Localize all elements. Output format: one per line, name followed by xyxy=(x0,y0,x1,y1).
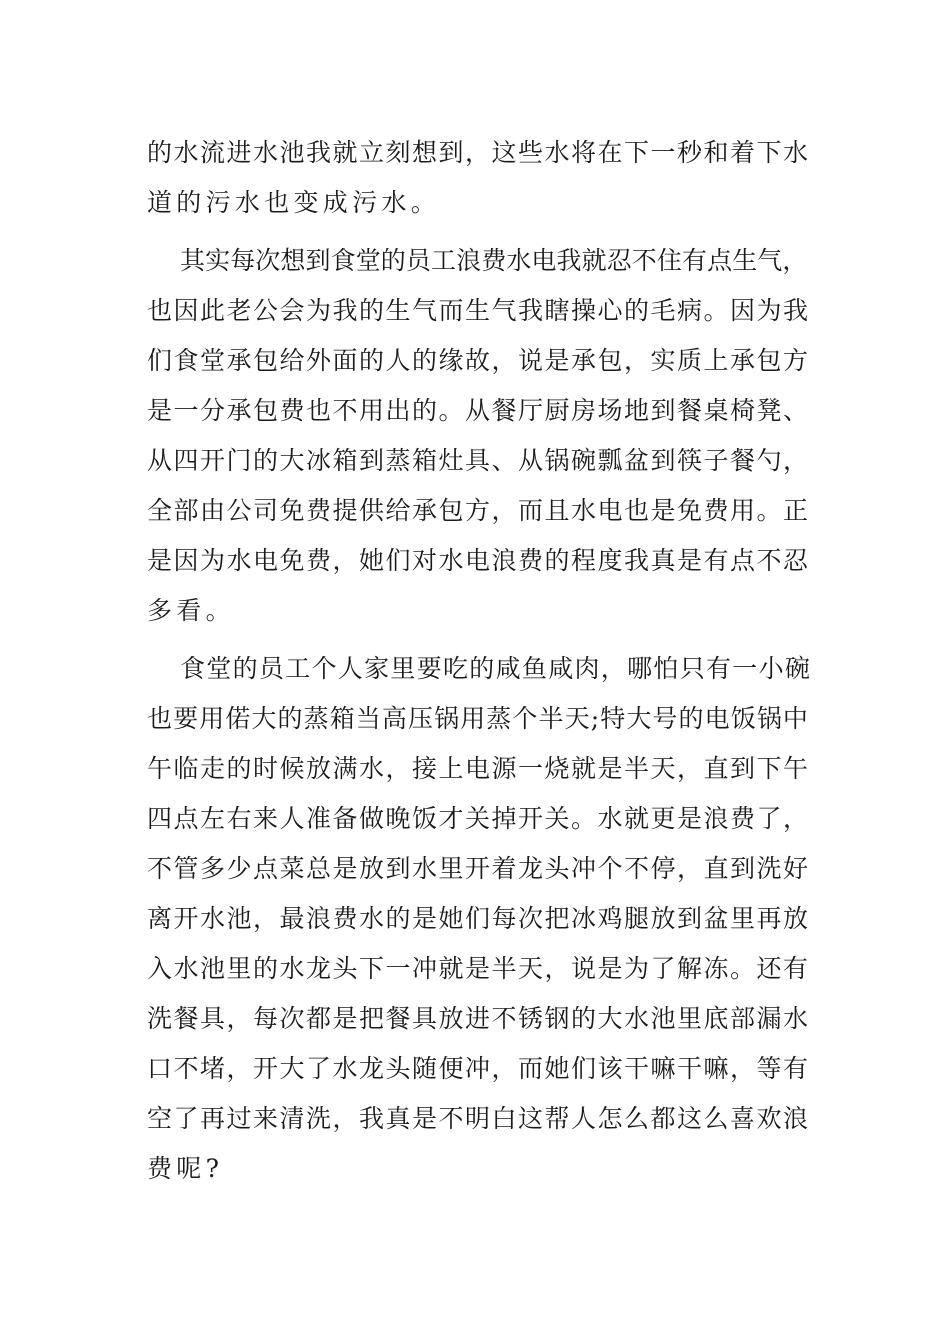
paragraph-2-line-1: 其实每次想到食堂的员工浪费水电我就忍不住有点生气， xyxy=(180,246,808,275)
paragraph-3-line-5: 不管多少点菜总是放到水里开着龙头冲个不停，直到洗好 xyxy=(147,854,810,883)
paragraph-3-line-3: 午临走的时候放满水，接上电源一烧就是半天，直到下午 xyxy=(147,754,810,783)
paragraph-2-line-3: 们食堂承包给外面的人的缘故，说是承包，实质上承包方 xyxy=(147,346,810,375)
paragraph-3-line-6: 离开水池，最浪费水的是她们每次把冰鸡腿放到盆里再放 xyxy=(147,904,810,933)
paragraph-1-line-1: 的水流进水池我就立刻想到，这些水将在下一秒和着下水 xyxy=(147,138,810,167)
paragraph-3-line-7: 入水池里的水龙头下一冲就是半天，说是为了解冻。还有 xyxy=(147,954,810,983)
paragraph-3-line-1: 食堂的员工个人家里要吃的咸鱼咸肉，哪怕只有一小碗 xyxy=(180,654,812,683)
paragraph-1-line-2: 道的污水也变成污水。 xyxy=(147,188,441,217)
paragraph-2-line-2: 也因此老公会为我的生气而生气我瞎操心的毛病。因为我 xyxy=(147,296,810,325)
paragraph-2-line-4: 是一分承包费也不用出的。从餐厅厨房场地到餐桌椅凳、 xyxy=(147,396,810,425)
paragraph-2-line-8: 多看。 xyxy=(147,596,235,625)
paragraph-2-line-5: 从四开门的大冰箱到蒸箱灶具、从锅碗瓢盆到筷子餐勺， xyxy=(147,446,810,475)
paragraph-3-line-8: 洗餐具，每次都是把餐具放进不锈钢的大水池里底部漏水 xyxy=(147,1004,810,1033)
paragraph-3-line-10: 空了再过来清洗，我真是不明白这帮人怎么都这么喜欢浪 xyxy=(147,1104,810,1133)
paragraph-2-line-7: 是因为水电免费，她们对水电浪费的程度我真是有点不忍 xyxy=(147,546,810,575)
paragraph-3-line-4: 四点左右来人准备做晚饭才关掉开关。水就更是浪费了， xyxy=(147,804,810,833)
paragraph-3-line-2: 也要用偌大的蒸箱当高压锅用蒸个半天;特大号的电饭锅中 xyxy=(147,704,810,733)
paragraph-3-line-9: 口不堵，开大了水龙头随便冲，而她们该干嘛干嘛，等有 xyxy=(147,1054,810,1083)
paragraph-3-line-11: 费呢? xyxy=(147,1154,224,1183)
paragraph-2-line-6: 全部由公司免费提供给承包方，而且水电也是免费用。正 xyxy=(147,496,810,525)
